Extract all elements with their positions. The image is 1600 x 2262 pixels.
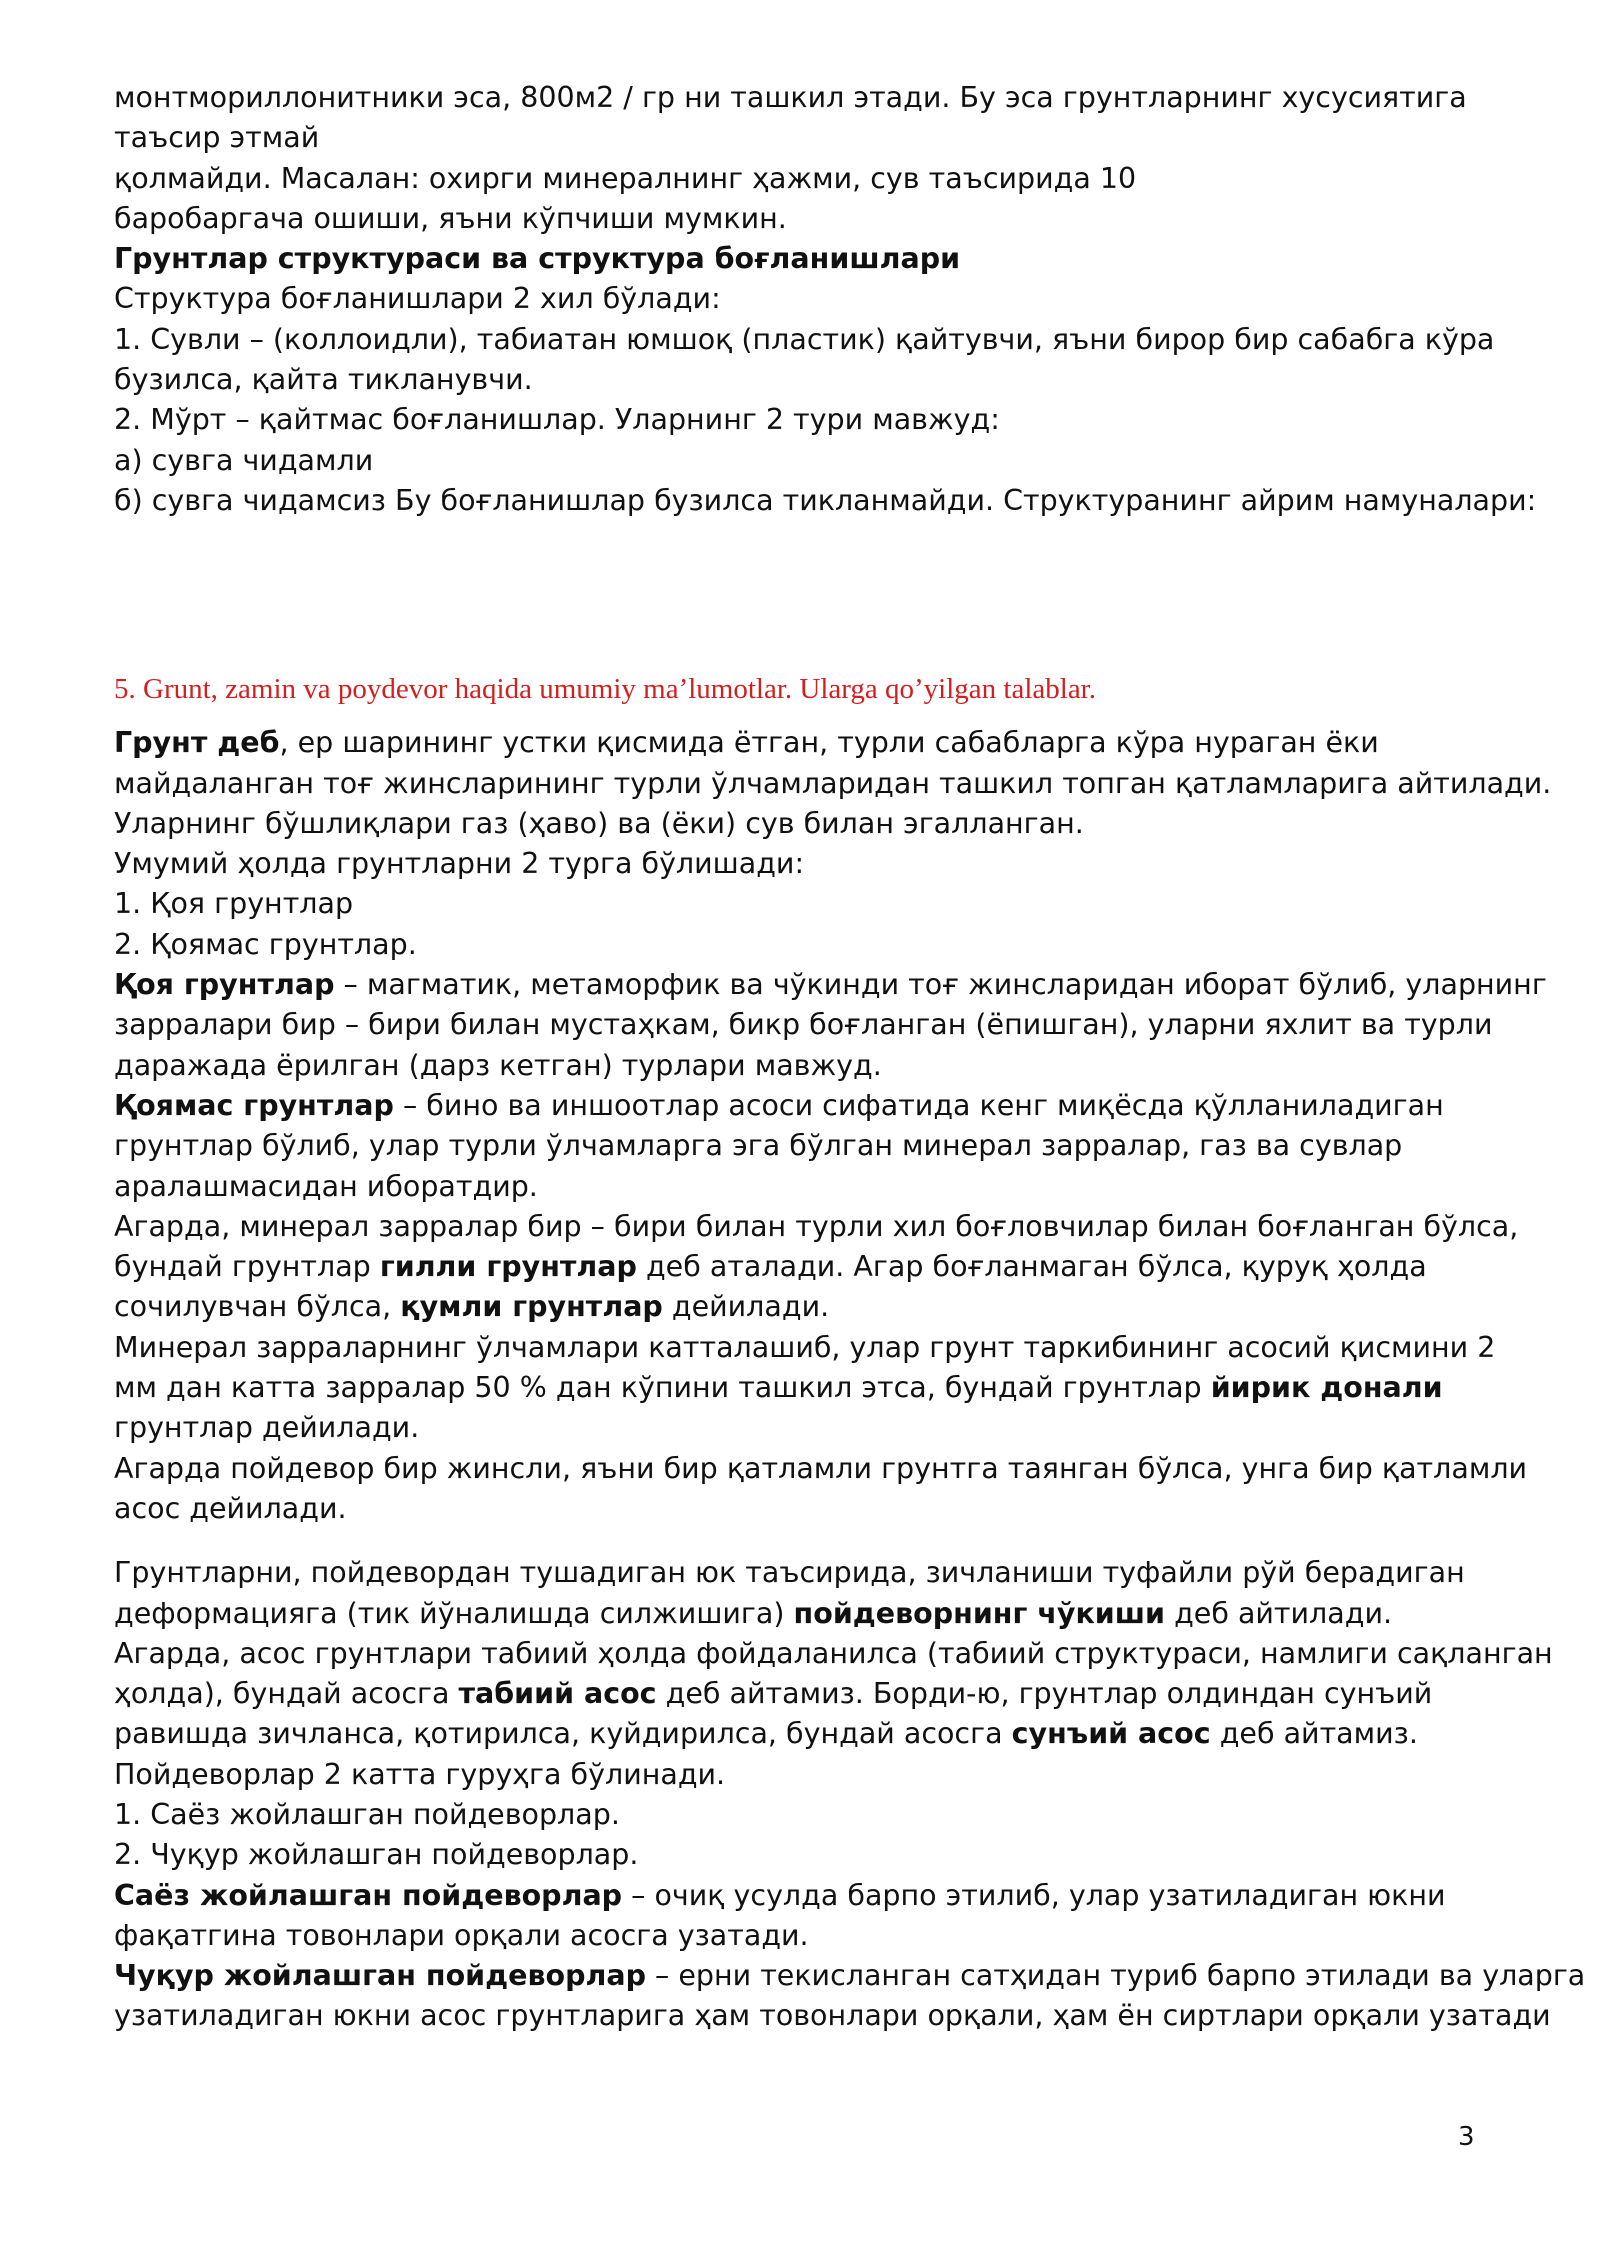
text-line: грунтлар дейилади. bbox=[114, 1411, 420, 1445]
section-heading: 5. Grunt, zamin va poydevor haqida umumiy ma’lumotlar. Ularga qo’yilgan talablar. bbox=[114, 673, 1096, 706]
text-line: Чуқур жойлашган пойдеворлар – ерни текисланган сатҳидан туриб барпо этилади ва уларга bbox=[114, 1959, 1586, 1993]
text-line: Қоямас грунтлар – бино ва иншоотлар асоси сифатида кенг миқёсда қўлланиладиган bbox=[114, 1088, 1444, 1122]
text-line: бундай грунтлар гилли грунтлар деб аталади. Агар боғланмаган бўлса, қуруқ ҳолда bbox=[114, 1250, 1427, 1284]
text-line: Грунт деб, ер шарининг устки қисмида ётган, турли сабабларга кўра нураган ёки bbox=[114, 726, 1379, 760]
list-item: 2. Чуқур жойлашган пойдеворлар. bbox=[114, 1838, 639, 1872]
list-item: 1. Қоя грунтлар bbox=[114, 887, 354, 921]
list-item: 1. Саёз жойлашган пойдеворлар. bbox=[114, 1797, 620, 1831]
text-line: Агарда, минерал зарралар бир – бири билан турли хил боғловчилар билан боғланган бўлса, bbox=[114, 1209, 1519, 1243]
spacer bbox=[114, 1529, 1514, 1553]
text-line: аралашмасидан иборатдир. bbox=[114, 1169, 538, 1203]
text-line: Уларнинг бўшлиқлари газ (ҳаво) ва (ёки) сув билан эгалланган. bbox=[114, 806, 1084, 840]
text-line: узатиладиган юкни асос грунтларига ҳам товонлари орқали, ҳам ён сиртлари орқали узатади bbox=[114, 1999, 1551, 2033]
text-line: сочилувчан бўлса, қумли грунтлар дейилади. bbox=[114, 1290, 830, 1324]
text-line: равишда зичланса, қотирилса, куйдирилса, бундай асосга сунъий асос деб айтамиз. bbox=[114, 1717, 1418, 1751]
text-line: фақатгина товонлари орқали асосга узатади. bbox=[114, 1918, 809, 1952]
text-line: бузилса, қайта тикланувчи. bbox=[114, 363, 533, 397]
text-line: Саёз жойлашган пойдеворлар – очиқ усулда барпо этилиб, улар узатиладиган юкни bbox=[114, 1878, 1446, 1912]
text-line: ҳолда), бундай асосга табиий асос деб айтамиз. Борди-ю, грунтлар олдиндан сунъий bbox=[114, 1677, 1433, 1711]
text-line: Минерал зарраларнинг ўлчамлари катталашиб, улар грунт таркибининг асосий қисмини 2 bbox=[114, 1330, 1496, 1364]
text-line: монтмориллонитники эса, 800м2 / гр ни ташкил этади. Бу эса грунтларнинг хусусиятига bbox=[114, 81, 1467, 114]
page-number: 3 bbox=[1458, 2122, 1475, 2152]
text-line: баробаргача ошиши, яъни кўпчиши мумкин. bbox=[114, 201, 787, 235]
text-line: Агарда, асос грунтлари табиий ҳолда фойдаланилса (табиий структураси, намлиги сақланган bbox=[114, 1636, 1553, 1670]
text-line: деформацияга (тик йўналишда силжишига) пойдеворнинг чўкиши деб айтилади. bbox=[114, 1596, 1393, 1630]
spacer bbox=[114, 521, 1514, 669]
text-line: Пойдеворлар 2 катта гуруҳга бўлинади. bbox=[114, 1757, 726, 1791]
text-line: мм дан катта зарралар 50 % дан кўпини ташкил этса, бундай грунтлар йирик донали bbox=[114, 1371, 1443, 1405]
text-line: даражада ёрилган (дарз кетган) турлари мавжуд. bbox=[114, 1048, 882, 1082]
text-line: Қоя грунтлар – магматик, метаморфик ва чўкинди тоғ жинсларидан иборат бўлиб, уларнинг bbox=[114, 968, 1547, 1002]
text-line: 1. Сувли – (коллоидли), табиатан юмшоқ (пластик) қайтувчи, яъни бирор бир сабабга кўра bbox=[114, 322, 1495, 356]
page-body bbox=[114, 78, 1586, 2037]
text-line: таъсир этмай bbox=[114, 121, 320, 155]
text-line: қолмайди. Масалан: охирги минералнинг ҳажми, сув таъсирида 10 bbox=[114, 161, 1137, 195]
text-line: грунтлар бўлиб, улар турли ўлчамларга эга бўлган минерал зарралар, газ ва сувлар bbox=[114, 1129, 1403, 1163]
text-line: Умумий ҳолда грунтларни 2 турга бўлишади: bbox=[114, 847, 805, 881]
text-line: б) сувга чидамсиз Бу боғланишлар бузилса тикланмайди. Структуранинг айрим намуналари: bbox=[114, 483, 1537, 517]
text-line: Агарда пойдевор бир жинсли, яъни бир қатламли грунтга таянган бўлса, унга бир қатламли bbox=[114, 1451, 1528, 1485]
text-line: 2. Мўрт – қайтмас боғланишлар. Уларнинг 2 тури мавжуд: bbox=[114, 403, 1000, 437]
structure-heading: Грунтлар структураси ва структура боғланишлари bbox=[114, 242, 961, 276]
list-item: 2. Қоямас грунтлар. bbox=[114, 927, 417, 961]
text-line: зарралари бир – бири билан мустаҳкам, бикр боғланган (ёпишган), уларни яхлит ва турли bbox=[114, 1008, 1493, 1042]
text-line: асос дейилади. bbox=[114, 1491, 347, 1525]
text-line: Грунтларни, пойдевордан тушадиган юк таъсирида, зичланиши туфайли рўй берадиган bbox=[114, 1556, 1465, 1590]
text-line: Структура боғланишлари 2 хил бўлади: bbox=[114, 282, 721, 316]
text-line: майдаланган тоғ жинсларининг турли ўлчамларидан ташкил топган қатламларига айтилади. bbox=[114, 766, 1552, 800]
text-line: а) сувга чидамли bbox=[114, 443, 374, 477]
